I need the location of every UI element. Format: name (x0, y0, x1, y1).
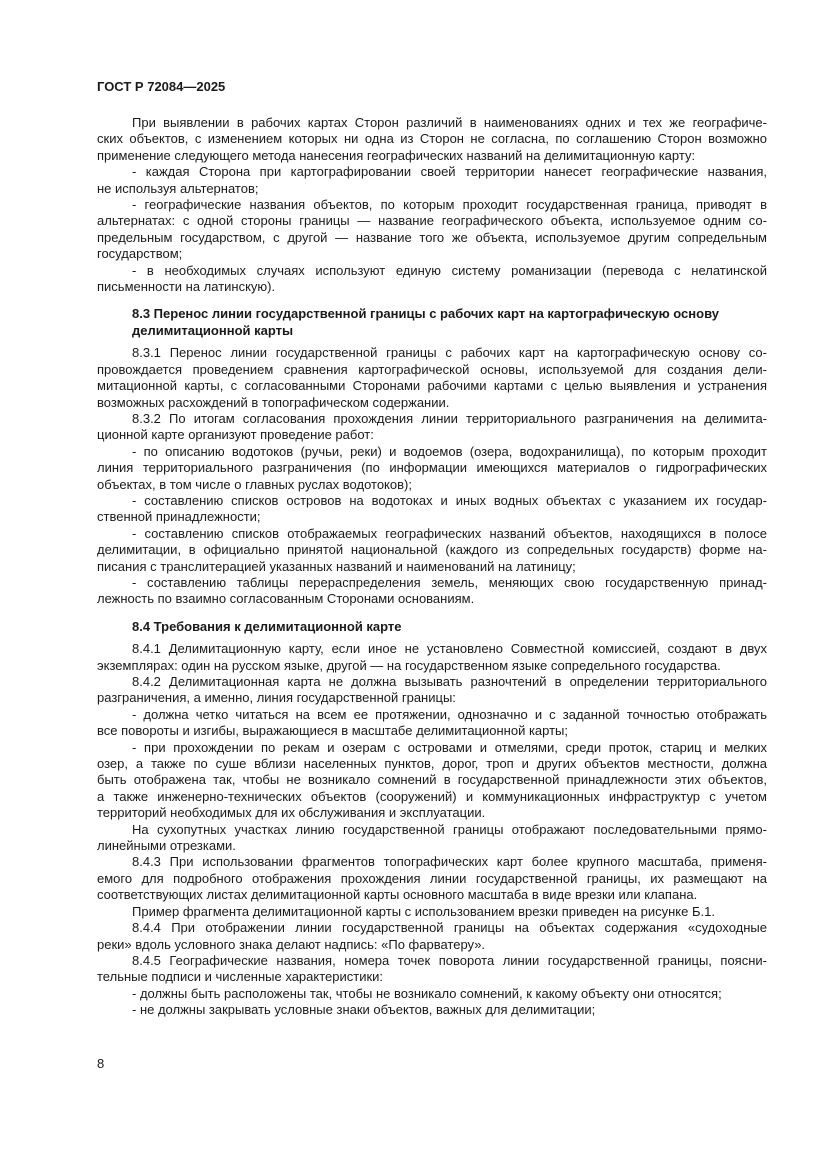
text-line: При выявлении в рабочих картах Сторон различий в наименованиях одних и тех же географиче- (132, 115, 767, 130)
text-line: емого для подробного отображения прохождения линии государственной границы, их размещают на (97, 870, 767, 886)
text-line: - составлению списков островов на водотоках и иных водных объектах с указанием их государ- (132, 492, 767, 508)
paragraph (97, 197, 767, 263)
paragraph (97, 263, 767, 296)
text-line: - должна четко читаться на всем ее протяжении, однозначно и с заданной точностью отображать (132, 706, 767, 722)
paragraph (97, 493, 767, 526)
text-line: 8.4.1 Делимитационную карту, если иное не установлено Совместной комиссией, создают в двух (132, 641, 767, 657)
text-line: - не должны закрывать условные знаки объектов, важных для делимитации; (132, 1002, 596, 1018)
text-line: альтернатах: с одной стороны границы — название географического объекта, используемое одним со- (97, 213, 767, 229)
text-line: - составлению списков отображаемых географических названий объектов, находящихся в полосе (132, 525, 767, 541)
paragraph (97, 953, 767, 986)
paragraph (97, 115, 767, 164)
text-line: Пример фрагмента делимитационной карты с использованием врезки приведен на рисунке Б.1. (132, 903, 715, 919)
paragraph (97, 822, 767, 855)
text-line: а также инженерно-технических объектов (сооружений) и коммуникационных инфраструктур с учетом (97, 788, 767, 804)
text-line: 8.4.3 При использовании фрагментов топографических карт более крупного масштаба, применя- (132, 854, 767, 870)
text-line: территорий необходимых для их обслуживания и эксплуатации. (97, 805, 486, 821)
text-line: тельные подписи и численные характеристики: (97, 969, 384, 985)
text-line: 8.3.2 По итогам согласования прохождения линии территориального разграничения на делимита- (132, 410, 767, 426)
text-line: ственной принадлежности; (97, 509, 261, 525)
text-line: митационной карты, с согласованными Сторонами рабочими картами с целью выявления и устранения (97, 378, 767, 394)
text-line: - при прохождении по рекам и озерам с островами и отмелями, среди проток, стариц и мелких (132, 739, 767, 755)
text-line: ских объектов, с изменением которых ни одна из Сторон не согласна, по соглашению Сторон возможно (97, 131, 767, 147)
text-line: письменности на латинскую). (97, 279, 276, 295)
section-heading (97, 619, 767, 635)
text-line: - по описанию водотоков (ручьи, реки) и водоемов (озера, водохранилища), по которым проходит (132, 443, 767, 459)
text-line: - каждая Сторона при картографировании своей территории нанесет географические названия, (132, 164, 767, 180)
text-line: делимитации, в официально принятой национальной (каждого из сопредельных государств) форме на- (97, 542, 767, 558)
paragraph (97, 345, 767, 411)
text-line: 8.3 Перенос линии государственной границы с рабочих карт на картографическую основу (132, 306, 719, 322)
text-line: линия территориального разграничения (по информации имеющихся материалов о гидрографических (97, 460, 767, 476)
paragraph (97, 444, 767, 493)
paragraph (97, 904, 767, 920)
text-line: - должны быть расположены так, чтобы не возникало сомнений, к какому объекту они относятся; (132, 985, 722, 1001)
text-line: писания с транслитерацией указанных названий и наименований на латиницу; (97, 558, 576, 574)
paragraph (97, 1002, 767, 1018)
text-line: соответствующих листах делимитационной карты основного масштаба в виде врезки или клапана. (97, 887, 698, 903)
text-line: 8.4.4 При отображении линии государственной границы на объектах содержания «судоходные (132, 920, 767, 936)
paragraph (97, 707, 767, 740)
paragraph (97, 920, 767, 953)
text-line: ционной карте организуют проведение работ: (97, 427, 374, 443)
text-line: все повороты и изгибы, выражающиеся в масштабе делимитационной карты; (97, 723, 569, 739)
text-line: реки» вдоль условного знака делают надпись: «По фарватеру». (97, 936, 486, 952)
text-line: - составлению таблицы перераспределения земель, меняющих свою государственную принад- (132, 574, 767, 590)
text-line: На сухопутных участках линию государственной границы отображают последовательными прямо- (132, 821, 767, 837)
document-body (97, 115, 767, 1019)
text-line: применение следующего метода нанесения географических названий на делимитационную карту: (97, 147, 696, 163)
text-line: быть отображена так, чтобы не возникало сомнений в государственной принадлежности этих объектов, (97, 772, 767, 788)
text-line: делимитационной карты (132, 322, 294, 338)
paragraph (97, 986, 767, 1002)
text-line: лежность по взаимно согласованным Сторонами основаниям. (97, 591, 475, 607)
text-line: - в необходимых случаях используют единую систему романизации (перевода с нелатинской (132, 262, 767, 278)
text-line: линейными отрезками. (97, 838, 236, 854)
text-line: 8.3.1 Перенос линии государственной границы с рабочих карт на картографическую основу со- (132, 345, 767, 361)
section-heading (97, 306, 767, 339)
page-number: 8 (97, 1056, 105, 1071)
paragraph (97, 854, 767, 903)
paragraph (97, 526, 767, 575)
text-line: 8.4.5 Географические названия, номера точек поворота линии государственной границы, поясни- (132, 952, 767, 968)
paragraph (97, 674, 767, 707)
text-line: 8.4 Требования к делимитационной карте (132, 618, 402, 634)
text-line: государством; (97, 246, 183, 262)
text-line: объектах, в том числе о главных руслах водотоков); (97, 476, 412, 492)
text-line: провождается проведением сравнения картографической основы, используемой для создания дели- (97, 361, 767, 377)
text-line: озер, а также по суше вблизи населенных пунктов, дорог, троп и других объектов местности, должна (97, 756, 767, 772)
text-line: предельным государством, с другой — название того же объекта, используемое другим сопредельным (97, 229, 767, 245)
text-line: не используя альтернатов; (97, 180, 259, 196)
text-line: 8.4.2 Делимитационная карта не должна вызывать разночтений в определении территориального (132, 674, 767, 689)
paragraph (97, 641, 767, 674)
paragraph (97, 164, 767, 197)
standard-header: ГОСТ Р 72084—2025 (97, 79, 226, 94)
paragraph (97, 411, 767, 444)
text-line: экземплярах: один на русском языке, другой — на государственном языке сопредельного государства. (97, 657, 721, 673)
text-line: разграничения, а именно, линия государственной границы: (97, 690, 456, 706)
paragraph (97, 575, 767, 608)
paragraph (97, 740, 767, 822)
text-line: - географические названия объектов, по которым проходит государственная граница, приводят в (132, 197, 767, 213)
text-line: возможных расхождений в топографическом содержании. (97, 394, 450, 410)
